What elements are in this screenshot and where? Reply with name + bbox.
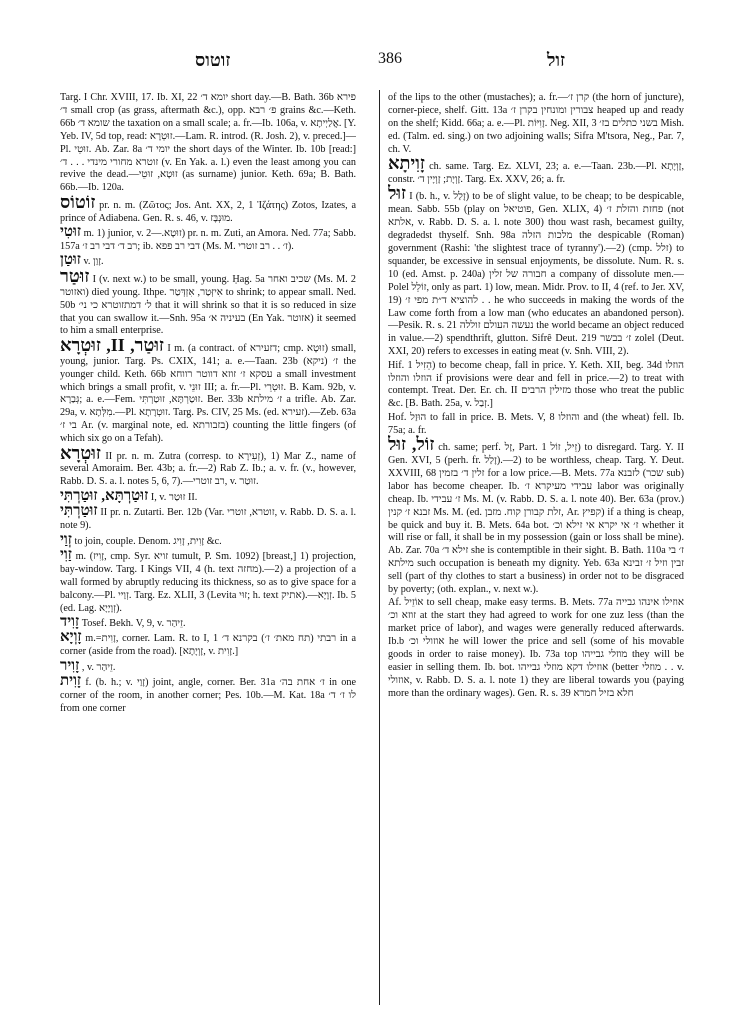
dictionary-entry (388, 92, 684, 157)
entry-headword: זָוִיד (60, 613, 80, 630)
entry-text: to join, couple. Denom. זָוִית, זָוִיג &c. (74, 535, 222, 547)
dictionary-entry (60, 265, 356, 339)
entry-headword: זוֹל, זוּל (388, 434, 435, 455)
entry-text: pr. n. m. (Ζῶτος; Jos. Ant. XX, 2, 1 Ἰζάτης) Zotos, Izates, a prince of Adiabena. Gen. R. s. 46, v. מוּנְבָּז. (60, 199, 356, 224)
entry-headword: זוּטַרְתִּי (60, 503, 98, 520)
dictionary-entry (388, 153, 684, 187)
entry-headword: זוּטְרָא (60, 442, 101, 463)
entry-headword: זוּל (388, 183, 407, 204)
entry-text: I (v. next w.) to be small, young. Ḥag. 5a שכיב ואחר (Ms. M. 2 ואזוטר) died young. Ithpe. אִיזְּטַר, אִזְדְּטַר to shrink; to appear small. Ned. 50b ל׳ דמתזוטרא כי ני׳ that it will shrink so that it is so reduced in size that you can swallow it.—Snh. 95a בעיניה א׳ (En Yak. אזוטר) it seemed to him a small enterprise. (60, 273, 356, 337)
dictionary-entry (60, 505, 356, 533)
left-column (60, 92, 356, 1002)
entry-text: I m. (a contract. of דזעירא; cmp. זוּטָא) small, young, junior. Targ. Ps. CXIX, 141; a. e.—Taan. 23b ז׳ (ניקא) the younger child. Keth. 66b עסקא ז׳ זוזא דווטר רווחא a small investment which brings a small profit, v. זוּנֵי III; a. fr.—Pl. זוּטְרֵי. B. Kam. 92b, v. גְּבַרָא; a. e.—Fem. זוּטַרְתָּא, זוּטַרְתִּי. Ber. 33b ז׳ מילתא a trifle. Ab. Zar. 29a, v. מִלְּתָא.—Pl. זוּטְרָתָא. Targ. Ps. CIV, 25 Ms. (ed. זעירא).—Zeb. 63a בי ז׳ Ar. (v. marginal note, ed. בזבורתא) counting the little fingers (of which six go on a Tefah). (60, 342, 356, 445)
entry-text: m.=זָוִית, corner. Lam. R. to I, 1 רבתי (תח מאת׳ ז׳) בקרנא ד׳ in a corner (aside from the road). [זָוְיָתָא, v. זָוִית.] (60, 633, 356, 658)
dictionary-entry (60, 191, 356, 226)
dictionary-entry (60, 631, 356, 659)
entry-text: m. 1) junior, v. זוּטָא.—2) pr. n. m. Zuti, an Amora. Ned. 77a; Sabb. 157a רב ד׳ דבי רב ז׳; ib. דבי רב פפא (Ms. M. ז׳ . . רב זוטרי). (60, 228, 356, 252)
entry-text: , v. זֵיהַר. (81, 661, 116, 673)
entry-text: Hof. הוּזַל to fall in price. B. Mets. V, 8 והוזלו and (the wheat) fell. Ib. 75a; a. fr. (388, 411, 684, 436)
dictionary-entry (60, 657, 356, 675)
right-running-headword: זול (546, 50, 565, 70)
dictionary-entry (60, 442, 356, 490)
entry-headword: זוּטַרְתָּא, זוּטַרְתִּי (60, 487, 149, 504)
entry-text: m. (זָוִיז, cmp. Syr. זויא tumult, P. Sm. 1092) [breast,] 1) projection, bay-window. Targ. I Kings VII, 4 (h. text מחזה).—2) a projection of a wall formed by abruptly reducing its thickness, so as to give space for a balcony.—Pl. זְוַיי. Targ. Ez. XLII, 3 (Levita זוּי; h. text אתיק).—זְוָיָא. Ib. 5 (ed. Lag. זְוָיָיָא). (60, 550, 356, 614)
entry-headword: זָוִיר (60, 657, 80, 674)
entry-text: of the lips to the other (mustaches); a. fr.—קרן ז׳ (the horn of juncture), corner-piece, shelf. Gitt. 13a צבורין ומונחין בקרן ז׳ heaped up and ready on the shelf; Kidd. 66a; a. e.—Pl. זָוִיּוֹת. Neg. XII, 3 בשני כתלים בז׳ Mish. ed. (Talm. ed. sing.) on two adjoining walls; Sifra M'tsora, Neg., Par. 7, ch. V. (388, 92, 684, 155)
right-column (388, 92, 684, 1002)
dictionary-entry (60, 675, 356, 716)
entry-text: Af. אוֹזֵיל to sell cheap, make easy terms. B. Mets. 77a אוזילו אינהו גבייה זוזא וכ׳ at the start they had agreed to work for one zuz less (than the market price of labor), and wages were generally reduced afterwards. Ib.b אוזולי וכ׳ he will lower the price and sell (some of his movable goods in order to raise money). Ib. 73a top מוזלי גבייהו they will be easier in selling them. Ib. bot. אוזילו דקא מוזלי גבייהו (better מוזלי . . v. אוזולי, v. Rabb. D. S. a. l. note 1) they are liberal towards you (paying more than the ordinary wages). Gen. R. s. 39 חלא בזיל חמרא (388, 597, 684, 699)
dictionary-entry (60, 92, 356, 195)
entry-text: Hif. הֵזִיל 1) to become cheap, fall in price. Y. Keth. XII, beg. 34d הוזלו הוזלו והוזלו if provisions were dear and fell in price.—2) to treat with contempt. Treat. Der. Er. ch. II מזילין הרבים those who treat the public &c. [B. Bath. 25a, v. זְבַל.] (388, 359, 684, 410)
entry-headword: זָוְיָא (60, 629, 82, 646)
entry-text: v. זָוַן. (83, 256, 104, 268)
entry-text: II pr. n. m. Zutra (corresp. to זְעִירָא), 1) Mar Z., name of several Amoraim. Ber. 43b; a. fr.—2) Rab Z. Ib.; a. v. fr. (v., however, Rabb. D. S. a. l. notes 5, 6, 7).—רב זוטרי, v. זוּטַר. (60, 450, 356, 488)
dictionary-entry (60, 254, 356, 269)
dictionary-entry (388, 360, 684, 412)
entry-headword: זוּטַר (60, 265, 90, 286)
column-divider (379, 90, 380, 1005)
entry-headword: זַוִי (60, 546, 72, 563)
dictionary-entry (60, 487, 356, 505)
dictionary-entry (60, 531, 356, 549)
dictionary-entry (60, 613, 356, 631)
entry-text: I (b. h., v. זָלַל) to be of slight value, to be cheap; to be despicable, mean. Sabb. 55b (play on פוטיאל, Gen. XLIX, 4) פחזת והזלת ז׳ (not אלתא, v. Rabb. D. S. a. l. note 300) thou wast rash, becamest guilty, degradedst thyself. Snh. 98a מלכות הזלה the despicable (Roman) government (Rashi: 'the slightest trace of tyranny').—2) (cmp. זלל) to squander, be excessive in sensual enjoyments, be dissolute. Num. R. s. 10 (ed. Amst. p. 240a) חבורה של זלין a company of dissolute men.—Polel זוֹלֵל, only as part. 1) low, mean. Midr. Prov. to II, 4 (ref. to Jer. XV, 19) להוציא ד״ת מפי ז׳ . . he who succeeds in making the words of the Law come forth from a low man (who educates an abandoned person).—Pesik. R. s. 21 נעשה העולם זוללה the world became an object reduced in value.—2) spendthrift, glutton. Sifrê Deut. 219 ז׳ בבשר zolel (Deut. XXI, 20) refers to excesses in eating meat (v. Snh. VIII, 2). (388, 191, 684, 358)
entry-text: II pr. n. Zutarti. Ber. 12b (Var. זוטרא, זוטרי, v. Rabb. D. S. a. l. note 9). (60, 507, 356, 532)
left-running-headword: זוטוס (195, 50, 231, 70)
dictionary-entry (60, 546, 356, 616)
entry-text: f. (b. h.; v. זָוַי) joint, angle, corner. Ber. 31a ז׳ אחת בה׳ in one corner of the room, in another corner; Pes. 10b.—M. Kat. 18a לו ז׳ ד׳ from one corner (60, 677, 356, 714)
dictionary-entry (388, 597, 684, 700)
dictionary-entry (60, 226, 356, 254)
entry-text: I, v. זוּטַר II. (150, 491, 198, 503)
dictionary-entry (388, 434, 684, 597)
entry-headword: זוּטַר, II, זוּטְרָא (60, 334, 164, 355)
dictionary-entry (60, 334, 356, 446)
entry-headword: זוּטִי (60, 224, 82, 241)
entry-text: Tosef. Bekh. V, 9, v. זֵיהַר. (81, 617, 186, 629)
page-header (60, 50, 700, 76)
entry-text: Targ. I Chr. XVIII, 17. Ib. XI, 22 יומא ד׳ short day.—B. Bath. 36b פירא ד׳ small crop (as grass, aftermath &c.), opp. פ׳ רבא grains &c.—Keth. 66b שומא ד׳ the taxation on a small scale; a. fr.—Ib. 106a, v. אֲלַיְיתָא. [Y. Yeb. IV, 5d top, read: זוּטְרָא.—Lam. R. introd. (R. Josh. 2), v. preced.]—Pl. זוּטֵי. Ab. Zar. 8a יומי ד׳ the short days of the Winter. Ib. 10b [read:] זוטרא מחורי מינדי . . . ד׳ (v. En Yak. a. l.) even the least among you can revive the dead.—זוּטָא, זוּטֵי (as surname) junior. Keth. 69a; B. Bath. 66b.—Ib. 120a. (60, 92, 356, 194)
page-number: 386 (378, 50, 402, 67)
entry-headword: זוּטַן (60, 252, 81, 269)
entry-headword: זוֹטוֹס (60, 191, 96, 212)
dictionary-entry (388, 183, 684, 359)
entry-headword: זָוִית (60, 673, 82, 690)
entry-text: ch. same; perf. זָל, Part. זֵיל, זוֹל 1) to disregard. Targ. Y. II Gen. XVI, 5 (perh. fr. זָלַל).—2) to be worthless, cheap. Targ. Y. Deut. XXVIII, 68 זלין ד׳ בזמין for a low price.—B. Mets. 77a לזבנא (שכר sub) labor has become cheaper. Ib. עבידי מעיקרא ז׳ labor was originally cheap. Ib. ז׳ עבידי Ms. M. (v. Rabb. D. S. a. l. note 40). Ber. 63a (prov.) זבנא ז׳ קנין Ms. M. (ed. זלת קבורן קוח. מזבן, Ar. קפיץ) if a thing is cheap, be quick and buy it. B. Mets. 64a bot. ז׳ אי יקרא אי זילא וכ׳ whether it will rise or fall, it shall be in my possession (gain or loss shall be mine). Ab. Zar. 70a זילא ד׳ she is contemptible in their sight. B. Bath. 110a ז׳ בי מילתא such occupation is beneath my dignity. Yeb. 63a זבין וזיל ז׳ זבינא sell (part of thy clothes to start a business) in order not to be disgraced by poverty; (oth. explan., v. next w.). (388, 442, 684, 596)
entry-text: ch. same. Targ. Ez. XLVI, 23; a. e.—Taan. 23b.—Pl. זָוְיָתָא, constr. זָוְיָת; זָוְיָין ד׳. Targ. Ex. XXV, 26; a. fr. (388, 161, 684, 185)
entry-headword: זְוַי (60, 531, 72, 548)
entry-headword: זָוִיתָא (388, 153, 425, 174)
